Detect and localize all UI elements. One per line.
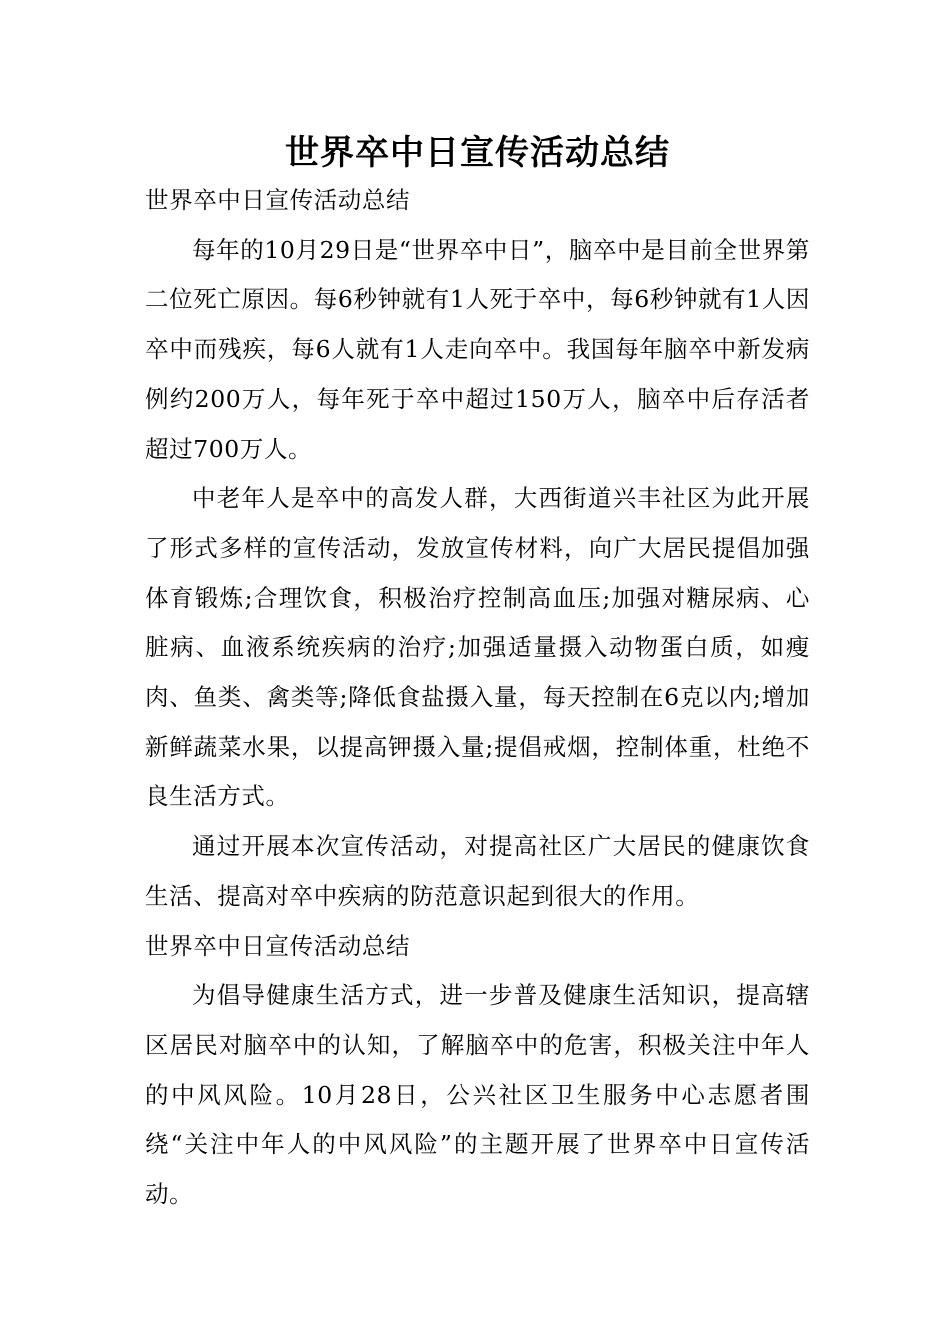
section-2 [145, 922, 810, 1220]
section-heading: 世界卒中日宣传活动总结 [145, 931, 411, 960]
document-title: 世界卒中日宣传活动总结 [285, 133, 670, 173]
section-1 [145, 176, 810, 922]
document-body [145, 176, 810, 1220]
paragraph: 通过开展本次宣传活动，对提高社区广大居民的健康饮食生活、提高对卒中疾病的防范意识起到很大的作用。 [145, 832, 810, 910]
paragraph: 为倡导健康生活方式，进一步普及健康生活知识，提高辖区居民对脑卒中的认知，了解脑卒中的危害，积极关注中年人的中风风险。10月28日，公兴社区卫生服务中心志愿者围绕“关注中年人的中风风险”的主题开展了世界卒中日宣传活动。 [145, 981, 810, 1209]
section-heading: 世界卒中日宣传活动总结 [145, 186, 411, 214]
paragraph: 每年的10月29日是“世界卒中日”，脑卒中是目前全世界第二位死亡原因。每6秒钟就有1人死于卒中，每6秒钟就有1人因卒中而残疾，每6人就有1人走向卒中。我国每年脑卒中新发病例约200万人，每年死于卒中超过150万人，脑卒中后存活者超过700万人。 [145, 235, 810, 463]
paragraph: 中老年人是卒中的高发人群，大西街道兴丰社区为此开展了形式多样的宣传活动，发放宣传材料，向广大居民提倡加强体育锻炼;合理饮食，积极治疗控制高血压;加强对糖尿病、心脏病、血液系统疾病的治疗;加强适量摄入动物蛋白质，如瘦肉、鱼类、禽类等;降低食盐摄入量，每天控制在6克以内;增加新鲜蔬菜水果，以提高钾摄入量;提倡戒烟，控制体重，杜绝不良生活方式。 [145, 484, 810, 811]
